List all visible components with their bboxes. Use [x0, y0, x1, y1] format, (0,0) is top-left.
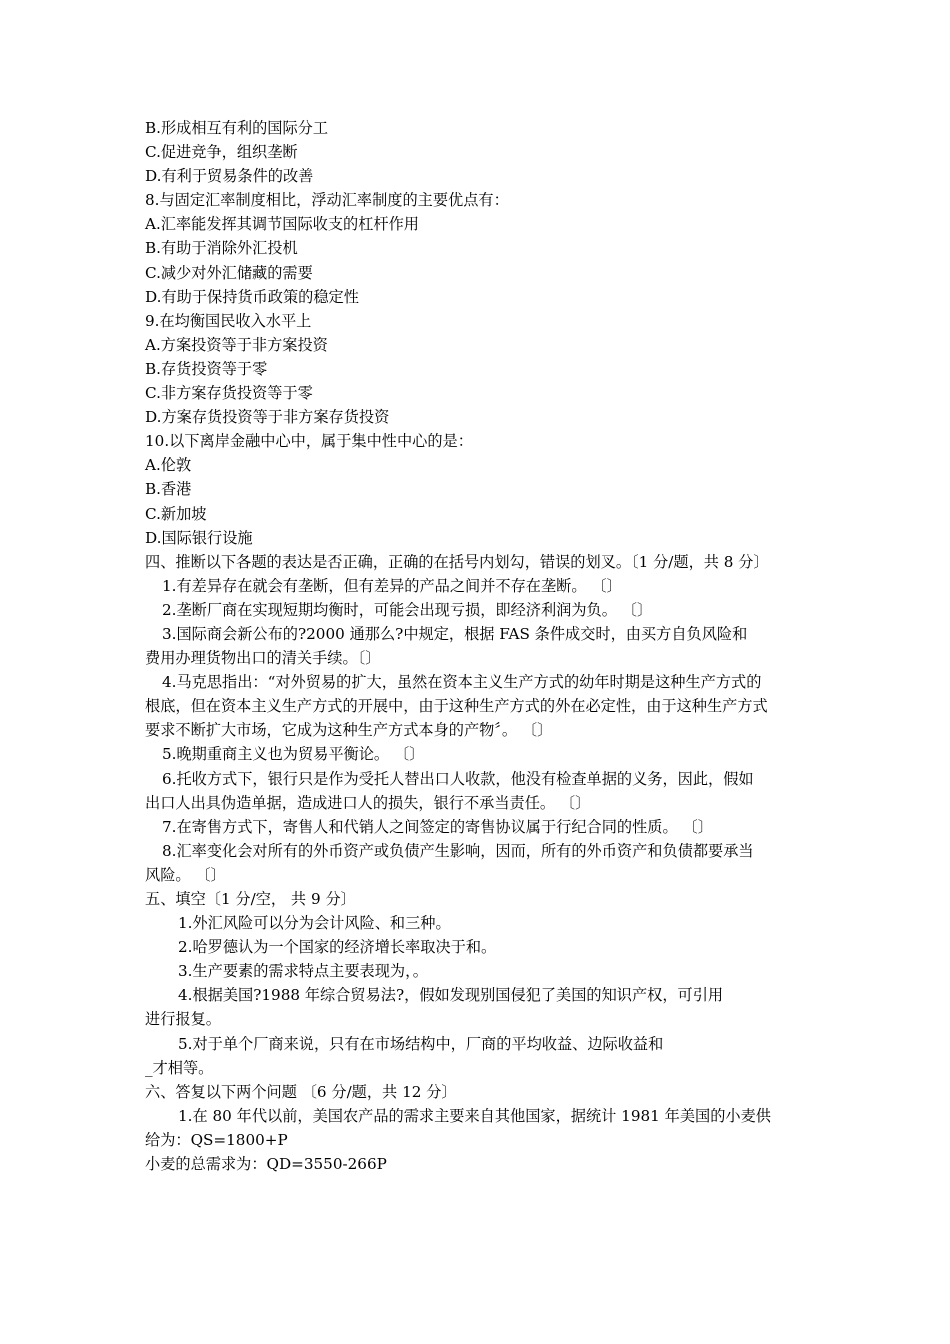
option-line: B.香港 [145, 480, 192, 499]
question-line-continued: 要求不断扩大市场，它成为这种生产方式本身的产物〞。 〔〕 [145, 721, 553, 740]
option-line: D.有助于保持货币政策的稳定性 [145, 287, 359, 306]
option-line: C.促进竞争，组织垄断 [145, 143, 298, 162]
question-line-continued: _才相等。 [145, 1058, 214, 1077]
question-line-continued: 出口人出具伪造单据，造成进口人的损失，银行不承当责任。 〔〕 [145, 793, 591, 812]
question-line: 10.以下离岸金融中心中，属于集中性中心的是： [145, 432, 473, 451]
option-line: B.有助于消除外汇投机 [145, 239, 298, 258]
question-line: 5.对于单个厂商来说，只有在市场结构中，厂商的平均收益、边际收益和 [178, 1034, 664, 1053]
question-line: 1.外汇风险可以分为会计风险、和三种。 [178, 914, 451, 933]
question-line: 3.国际商会新公布的?2000 通那么?中规定，根据 FAS 条件成交时，由买方自负风险和 [162, 624, 748, 643]
question-line: 9.在均衡国民收入水平上 [145, 311, 312, 330]
question-line: 2.哈罗德认为一个国家的经济增长率取决于和。 [178, 938, 497, 957]
section-heading: 五、填空〔1 分/空， 共 9 分〕 [145, 890, 356, 908]
question-line: 8.汇率变化会对所有的外币资产或负债产生影响，因而，所有的外币资产和负债都要承当 [162, 841, 754, 860]
section-heading: 六、答复以下两个问题 〔6 分/题，共 12 分〕 [145, 1082, 457, 1101]
question-line: 3.生产要素的需求特点主要表现为，。 [178, 962, 428, 981]
question-line-continued: 根底，但在资本主义生产方式的开展中，由于这种生产方式的外在必定性，由于这种生产方式 [145, 697, 768, 716]
question-line: 1.有差异存在就会有垄断，但有差异的产品之间并不存在垄断。 〔〕 [162, 576, 622, 595]
question-line: 4.根据美国?1988 年综合贸易法?，假如发现别国侵犯了美国的知识产权，可引用 [178, 986, 724, 1005]
option-line: D.国际银行设施 [145, 528, 253, 547]
question-line: 7.在寄售方式下，寄售人和代销人之间签定的寄售协议属于行纪合同的性质。 〔〕 [162, 817, 713, 836]
option-line: C.减少对外汇储藏的需要 [145, 263, 313, 282]
option-line: B.存货投资等于零 [145, 359, 268, 378]
question-line: 6.托收方式下，银行只是作为受托人替出口人收款，他没有检查单据的义务，因此，假如 [162, 769, 754, 788]
option-line: D.有利于贸易条件的改善 [145, 167, 314, 186]
question-line: 1.在 80 年代以前，美国农产品的需求主要来自其他国家，据统计 1981 年美国的小麦供 [178, 1106, 771, 1125]
question-line-continued: 费用办理货物出口的清关手续。〔〕 [145, 649, 381, 668]
question-line: 4.马克思指出：“对外贸易的扩大，虽然在资本主义生产方式的幼年时期是这种生产方式的 [162, 673, 762, 692]
option-line: D.方案存货投资等于非方案存货投资 [145, 408, 390, 427]
question-line-continued: 风险。 〔〕 [145, 865, 226, 884]
option-line: C.新加坡 [145, 504, 207, 523]
option-line: C.非方案存货投资等于零 [145, 384, 313, 403]
question-line-continued: 小麦的总需求为：QD=3550-266P [145, 1155, 387, 1174]
question-line-continued: 给为：QS=1800+P [145, 1130, 288, 1149]
document-body [145, 116, 815, 1176]
question-line: 2.垄断厂商在实现短期均衡时，可能会出现亏损，即经济利润为负。 〔〕 [162, 600, 653, 619]
option-line: A.方案投资等于非方案投资 [145, 335, 328, 354]
option-line: A.伦敦 [145, 456, 192, 475]
question-line-continued: 进行报复。 [145, 1010, 221, 1029]
question-line: 5.晚期重商主义也为贸易平衡论。 〔〕 [162, 745, 425, 764]
section-heading: 四、推断以下各题的表达是否正确，正确的在括号内划勾，错误的划叉。〔1 分/题，共 8 分〕 [145, 552, 769, 571]
option-line: B.形成相互有利的国际分工 [145, 119, 329, 137]
option-line: A.汇率能发挥其调节国际收支的杠杆作用 [145, 215, 419, 234]
question-line: 8.与固定汇率制度相比，浮动汇率制度的主要优点有： [145, 191, 509, 210]
